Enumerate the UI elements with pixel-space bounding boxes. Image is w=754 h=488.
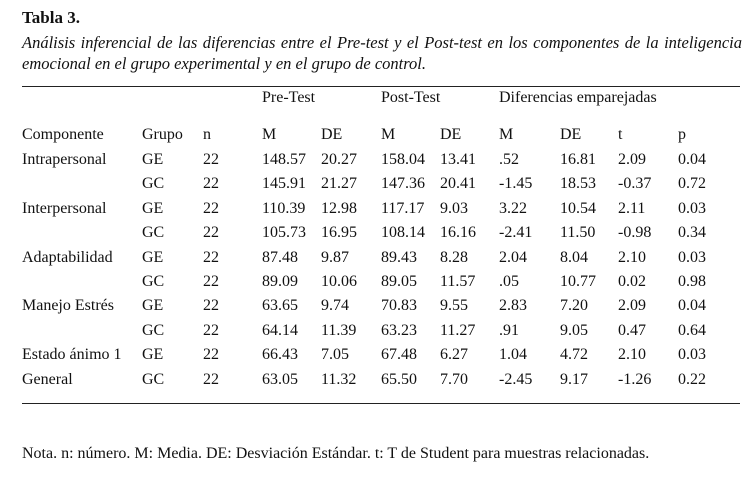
table-cell: 89.09 [262, 273, 298, 290]
table-cell: 22 [203, 224, 219, 242]
table-cell: 2.09 [618, 151, 646, 168]
table-cell: 70.83 [381, 297, 417, 315]
row-label: Intrapersonal [22, 151, 107, 168]
table-cell: GC [142, 370, 165, 388]
table-cell: -2.45 [499, 370, 533, 388]
column-header: M [499, 126, 514, 143]
column-header: p [678, 126, 686, 143]
table-cell: 2.04 [499, 248, 527, 266]
table-cell: GE [142, 297, 164, 315]
table-cell: GC [142, 175, 165, 193]
table-caption: Análisis inferencial de las diferencias entre el Pre-test y el Post-test en los componentes de la inteligencia emocional en el grupo experimental y en el grupo de control. [22, 33, 742, 73]
table-cell: 22 [203, 175, 219, 193]
table-cell: 0.02 [618, 273, 646, 290]
table-cell: 0.64 [678, 321, 706, 339]
table-cell: 67.48 [381, 346, 417, 364]
table-cell: 9.05 [560, 321, 588, 339]
table-cell: 11.32 [321, 370, 357, 388]
table-cell: 22 [203, 346, 219, 364]
table-cell: 0.04 [678, 151, 706, 168]
table-cell: -0.98 [618, 224, 652, 242]
table-cell: 89.43 [381, 248, 417, 266]
table-cell: 1.04 [499, 346, 527, 364]
table-cell: 89.05 [381, 273, 417, 290]
table-cell: 11.27 [440, 321, 476, 339]
table-cell: 16.81 [560, 151, 596, 168]
table-cell: 2.11 [618, 199, 646, 217]
table-cell: 7.20 [560, 297, 588, 315]
table-cell: 63.65 [262, 297, 298, 315]
group-header: Post-Test [381, 89, 441, 106]
table-cell: 8.28 [440, 248, 468, 266]
table-cell: 2.10 [618, 248, 646, 266]
table-cell: .91 [499, 321, 519, 339]
table-cell: 110.39 [262, 199, 306, 217]
table-cell: GE [142, 151, 164, 168]
group-header: Pre-Test [262, 89, 316, 106]
table-cell: 12.98 [321, 199, 357, 217]
table-cell: .52 [499, 151, 519, 168]
table-cell: 10.06 [321, 273, 357, 290]
table-cell: 16.95 [321, 224, 357, 242]
row-label: Adaptabilidad [22, 248, 113, 266]
table-cell: 145.91 [262, 175, 306, 193]
table-cell: 158.04 [381, 151, 425, 168]
table-cell: 22 [203, 248, 219, 266]
table-title: Tabla 3. [22, 8, 80, 27]
column-header: M [381, 126, 396, 143]
table-cell: 0.03 [678, 346, 706, 364]
table-cell: 10.77 [560, 273, 596, 290]
table-cell: 148.57 [262, 151, 306, 168]
table-cell: 9.87 [321, 248, 349, 266]
table-cell: 0.34 [678, 224, 706, 242]
table-cell: 3.22 [499, 199, 527, 217]
table-cell: 0.22 [678, 370, 706, 388]
table-cell: 21.27 [321, 175, 357, 193]
row-label: Interpersonal [22, 199, 107, 217]
table-cell: 22 [203, 273, 219, 290]
table-cell: 65.50 [381, 370, 417, 388]
table-cell: 22 [203, 151, 219, 168]
column-header: M [262, 126, 277, 143]
column-header: Grupo [142, 126, 183, 143]
table-cell: 9.17 [560, 370, 588, 388]
table-cell: 0.03 [678, 199, 706, 217]
table-cell: 6.27 [440, 346, 468, 364]
table-cell: GC [142, 321, 165, 339]
table-cell: 22 [203, 321, 219, 339]
column-header: n [203, 126, 211, 143]
table-cell: 0.03 [678, 248, 706, 266]
table-cell: 22 [203, 297, 219, 315]
bottom-rule [22, 403, 740, 404]
table-cell: 105.73 [262, 224, 306, 242]
table-cell: 0.47 [618, 321, 646, 339]
table-cell: GE [142, 346, 164, 364]
table-cell: 0.72 [678, 175, 706, 193]
row-label: Estado ánimo 1 [22, 346, 122, 364]
table-cell: GC [142, 224, 165, 242]
table-cell: 9.74 [321, 297, 349, 315]
table-cell: 147.36 [381, 175, 425, 193]
table-cell: 7.70 [440, 370, 468, 388]
table-cell: 4.72 [560, 346, 588, 364]
table-cell: 2.09 [618, 297, 646, 315]
table-cell: 18.53 [560, 175, 596, 193]
table-cell: 2.10 [618, 346, 646, 364]
column-header: DE [560, 126, 582, 143]
column-header: Componente [22, 126, 104, 143]
group-header: Diferencias emparejadas [499, 89, 657, 106]
table-cell: 87.48 [262, 248, 298, 266]
table-cell: 64.14 [262, 321, 298, 339]
table-cell: 0.98 [678, 273, 706, 290]
column-header: DE [321, 126, 343, 143]
table-cell: -0.37 [618, 175, 652, 193]
table-cell: 7.05 [321, 346, 349, 364]
column-header: t [618, 126, 623, 143]
table-cell: 10.54 [560, 199, 596, 217]
table-cell: GE [142, 199, 164, 217]
table-cell: 11.50 [560, 224, 596, 242]
table-cell: -1.45 [499, 175, 533, 193]
table-cell: 11.39 [321, 321, 357, 339]
table-cell: 66.43 [262, 346, 298, 364]
table-cell: 9.55 [440, 297, 468, 315]
table-cell: 9.03 [440, 199, 468, 217]
row-label: General [22, 370, 73, 388]
table-cell: 2.83 [499, 297, 527, 315]
table-cell: 22 [203, 199, 219, 217]
table-cell: 16.16 [440, 224, 476, 242]
table-cell: 108.14 [381, 224, 425, 242]
top-rule [22, 86, 740, 87]
table-cell: .05 [499, 273, 519, 290]
column-header: DE [440, 126, 462, 143]
table-cell: GE [142, 248, 164, 266]
table-cell: 11.57 [440, 273, 476, 290]
table-cell: 8.04 [560, 248, 588, 266]
table-cell: 0.04 [678, 297, 706, 315]
table-cell: 13.41 [440, 151, 476, 168]
table-note: Nota. n: número. M: Media. DE: Desviación Estándar. t: T de Student para muestras relacionadas. [22, 445, 650, 462]
table-cell: 22 [203, 370, 219, 388]
table-cell: 20.41 [440, 175, 476, 193]
row-label: Manejo Estrés [22, 297, 114, 315]
table-cell: 20.27 [321, 151, 357, 168]
table-cell: 63.05 [262, 370, 298, 388]
table-cell: -2.41 [499, 224, 533, 242]
table-cell: -1.26 [618, 370, 652, 388]
table-cell: GC [142, 273, 165, 290]
table-cell: 63.23 [381, 321, 417, 339]
table-cell: 117.17 [381, 199, 425, 217]
